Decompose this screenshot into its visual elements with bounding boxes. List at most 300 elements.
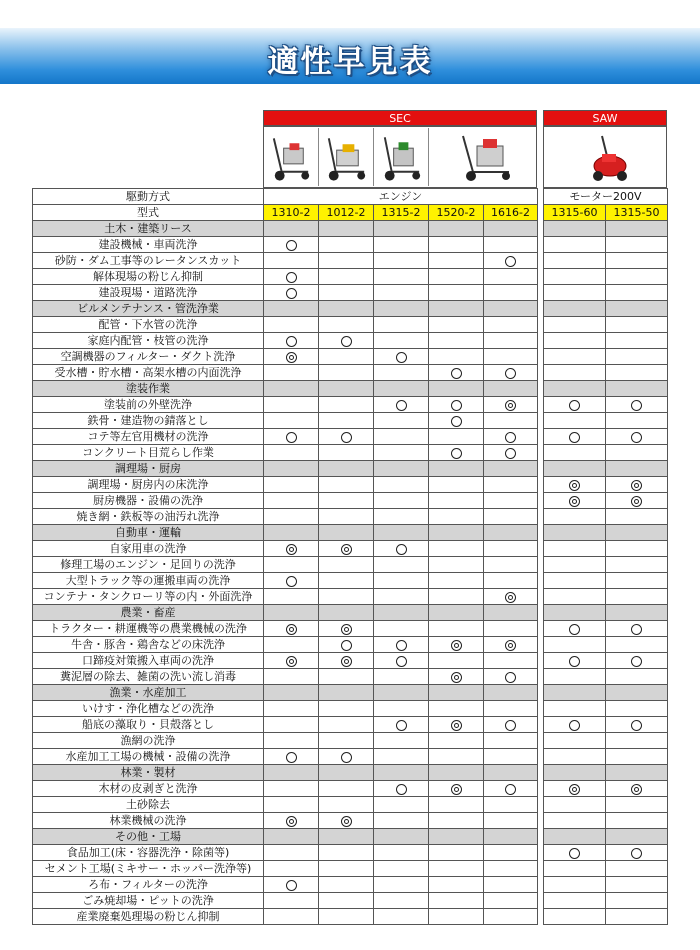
mark-cell — [264, 605, 319, 621]
mark-cell — [319, 653, 374, 669]
use-case-label: コンクリート目荒らし作業 — [33, 445, 264, 461]
section-title: その他・工場 — [33, 829, 264, 845]
mark-cell — [544, 621, 606, 637]
use-case-label: 砂防・ダム工事等のレータンスカット — [33, 253, 264, 269]
use-case-label: 糞泥層の除去、雑菌の洗い流し消毒 — [33, 669, 264, 685]
mark-cell — [606, 781, 668, 797]
mark-cell — [264, 829, 319, 845]
circle-mark — [286, 240, 297, 251]
mark-cell — [264, 845, 319, 861]
mark-cell — [264, 461, 319, 477]
table-row — [33, 557, 668, 573]
mark-cell — [484, 477, 538, 493]
mark-cell — [429, 781, 484, 797]
mark-cell — [319, 637, 374, 653]
mark-cell — [374, 573, 429, 589]
mark-cell — [374, 877, 429, 893]
circle-mark — [505, 784, 516, 795]
mark-cell — [374, 749, 429, 765]
use-case-label: 自家用車の洗浄 — [33, 541, 264, 557]
mark-cell — [264, 573, 319, 589]
mark-cell — [484, 557, 538, 573]
mark-cell — [264, 733, 319, 749]
mark-cell — [264, 397, 319, 413]
mark-cell — [606, 269, 668, 285]
circle-mark — [451, 416, 462, 427]
drive-label: 駆動方式 — [33, 189, 264, 205]
use-case-label: 船底の藻取り・貝殻落とし — [33, 717, 264, 733]
mark-cell — [374, 621, 429, 637]
double-circle-mark — [569, 480, 580, 491]
mark-cell — [429, 381, 484, 397]
mark-cell — [374, 797, 429, 813]
use-case-label: 解体現場の粉じん抑制 — [33, 269, 264, 285]
mark-cell — [374, 733, 429, 749]
mark-cell — [429, 237, 484, 253]
mark-cell — [544, 685, 606, 701]
circle-mark — [286, 288, 297, 299]
mark-cell — [264, 685, 319, 701]
mark-cell — [484, 413, 538, 429]
mark-cell — [484, 733, 538, 749]
mark-cell — [374, 221, 429, 237]
mark-cell — [544, 317, 606, 333]
mark-cell — [544, 333, 606, 349]
mark-cell — [374, 701, 429, 717]
circle-mark — [396, 400, 407, 411]
mark-cell — [264, 797, 319, 813]
table-row — [33, 269, 668, 285]
mark-cell — [264, 381, 319, 397]
table-row — [33, 349, 668, 365]
circle-mark — [505, 448, 516, 459]
mark-cell — [374, 765, 429, 781]
mark-cell — [319, 509, 374, 525]
page-title: 適性早見表 — [267, 44, 433, 80]
mark-cell — [544, 285, 606, 301]
mark-cell — [319, 781, 374, 797]
circle-mark — [631, 400, 642, 411]
mark-cell — [606, 349, 668, 365]
mark-cell — [544, 253, 606, 269]
mark-cell — [606, 877, 668, 893]
mark-cell — [484, 861, 538, 877]
mark-cell — [264, 525, 319, 541]
suitability-table — [32, 188, 668, 925]
mark-cell — [544, 397, 606, 413]
mark-cell — [544, 605, 606, 621]
mark-cell — [374, 237, 429, 253]
mark-cell — [319, 717, 374, 733]
mark-cell — [606, 525, 668, 541]
mark-cell — [319, 829, 374, 845]
mark-cell — [544, 813, 606, 829]
mark-cell — [264, 365, 319, 381]
double-circle-mark — [451, 784, 462, 795]
circle-mark — [451, 368, 462, 379]
mark-cell — [429, 349, 484, 365]
use-case-label: 焼き網・鉄板等の油汚れ洗浄 — [33, 509, 264, 525]
mark-cell — [374, 445, 429, 461]
section-header-row — [33, 685, 668, 701]
mark-cell — [264, 429, 319, 445]
mark-cell — [484, 573, 538, 589]
mark-cell — [319, 765, 374, 781]
mark-cell — [319, 701, 374, 717]
product-image-1315-60-1315-50 — [544, 128, 668, 186]
mark-cell — [606, 845, 668, 861]
use-case-label: 塗装前の外壁洗浄 — [33, 397, 264, 413]
sec-product-images — [263, 126, 537, 188]
table-row — [33, 877, 668, 893]
section-header-row — [33, 829, 668, 845]
mark-cell — [319, 349, 374, 365]
mark-cell — [319, 685, 374, 701]
mark-cell — [484, 765, 538, 781]
mark-cell — [544, 909, 606, 925]
use-case-label: 口蹄疫対策搬入車両の洗浄 — [33, 653, 264, 669]
circle-mark — [505, 720, 516, 731]
mark-cell — [319, 493, 374, 509]
use-case-label: コテ等左官用機材の洗浄 — [33, 429, 264, 445]
mark-cell — [264, 333, 319, 349]
mark-cell — [319, 589, 374, 605]
mark-cell — [374, 861, 429, 877]
use-case-label: いけす・浄化槽などの洗浄 — [33, 701, 264, 717]
section-header-row — [33, 525, 668, 541]
mark-cell — [374, 525, 429, 541]
table-row — [33, 669, 668, 685]
circle-mark — [451, 448, 462, 459]
mark-cell — [319, 573, 374, 589]
mark-cell — [429, 301, 484, 317]
mark-cell — [484, 493, 538, 509]
table-row — [33, 413, 668, 429]
drive-engine: エンジン — [264, 189, 538, 205]
circle-mark — [341, 432, 352, 443]
mark-cell — [264, 253, 319, 269]
mark-cell — [429, 221, 484, 237]
mark-cell — [264, 781, 319, 797]
mark-cell — [544, 717, 606, 733]
mark-cell — [429, 493, 484, 509]
mark-cell — [544, 669, 606, 685]
mark-cell — [606, 253, 668, 269]
mark-cell — [484, 605, 538, 621]
mark-cell — [319, 877, 374, 893]
use-case-label: 建設現場・道路洗浄 — [33, 285, 264, 301]
model-cell: 1315-60 — [544, 205, 606, 221]
table-row — [33, 909, 668, 925]
mark-cell — [374, 381, 429, 397]
drive-motor: モーター200V — [544, 189, 668, 205]
mark-cell — [264, 589, 319, 605]
mark-cell — [484, 253, 538, 269]
mark-cell — [544, 221, 606, 237]
mark-cell — [606, 701, 668, 717]
mark-cell — [544, 541, 606, 557]
mark-cell — [484, 317, 538, 333]
mark-cell — [374, 669, 429, 685]
mark-cell — [264, 317, 319, 333]
mark-cell — [264, 813, 319, 829]
table-row — [33, 589, 668, 605]
model-cell: 1310-2 — [264, 205, 319, 221]
mark-cell — [484, 509, 538, 525]
mark-cell — [264, 877, 319, 893]
mark-cell — [544, 365, 606, 381]
mark-cell — [606, 909, 668, 925]
mark-cell — [544, 509, 606, 525]
mark-cell — [606, 381, 668, 397]
circle-mark — [286, 576, 297, 587]
table-row — [33, 573, 668, 589]
table-row — [33, 509, 668, 525]
mark-cell — [429, 557, 484, 573]
mark-cell — [374, 781, 429, 797]
mark-cell — [429, 829, 484, 845]
table-row — [33, 797, 668, 813]
mark-cell — [374, 509, 429, 525]
double-circle-mark — [286, 352, 297, 363]
section-title: 土木・建築リース — [33, 221, 264, 237]
mark-cell — [319, 253, 374, 269]
double-circle-mark — [286, 816, 297, 827]
mark-cell — [429, 797, 484, 813]
table-row — [33, 749, 668, 765]
mark-cell — [484, 397, 538, 413]
table-row — [33, 781, 668, 797]
mark-cell — [484, 221, 538, 237]
mark-cell — [544, 637, 606, 653]
use-case-label: 修理工場のエンジン・足回りの洗浄 — [33, 557, 264, 573]
circle-mark — [569, 656, 580, 667]
mark-cell — [319, 909, 374, 925]
circle-mark — [569, 720, 580, 731]
use-case-label: 空調機器のフィルター・ダクト洗浄 — [33, 349, 264, 365]
circle-mark — [505, 368, 516, 379]
mark-cell — [319, 749, 374, 765]
mark-cell — [606, 461, 668, 477]
mark-cell — [606, 509, 668, 525]
mark-cell — [319, 621, 374, 637]
mark-cell — [484, 301, 538, 317]
mark-cell — [484, 269, 538, 285]
use-case-label: 木材の皮剥ぎと洗浄 — [33, 781, 264, 797]
mark-cell — [484, 845, 538, 861]
mark-cell — [319, 429, 374, 445]
product-image-1520-2-1616-2 — [429, 128, 538, 186]
double-circle-mark — [569, 784, 580, 795]
mark-cell — [484, 461, 538, 477]
mark-cell — [429, 749, 484, 765]
table-row — [33, 541, 668, 557]
mark-cell — [429, 317, 484, 333]
mark-cell — [606, 301, 668, 317]
mark-cell — [606, 493, 668, 509]
mark-cell — [429, 621, 484, 637]
mark-cell — [264, 477, 319, 493]
circle-mark — [286, 880, 297, 891]
section-header-row — [33, 301, 668, 317]
section-header-row — [33, 221, 668, 237]
section-header-row — [33, 381, 668, 397]
mark-cell — [484, 829, 538, 845]
circle-mark — [631, 432, 642, 443]
mark-cell — [264, 301, 319, 317]
section-title: 塗装作業 — [33, 381, 264, 397]
circle-mark — [505, 256, 516, 267]
mark-cell — [374, 637, 429, 653]
table-row — [33, 253, 668, 269]
mark-cell — [429, 397, 484, 413]
double-circle-mark — [286, 656, 297, 667]
use-case-label: ろ布・フィルターの洗浄 — [33, 877, 264, 893]
mark-cell — [264, 893, 319, 909]
mark-cell — [264, 701, 319, 717]
double-circle-mark — [341, 544, 352, 555]
mark-cell — [606, 365, 668, 381]
use-case-label: 産業廃棄処理場の粉じん抑制 — [33, 909, 264, 925]
mark-cell — [484, 365, 538, 381]
mark-cell — [264, 669, 319, 685]
mark-cell — [544, 525, 606, 541]
table-row — [33, 717, 668, 733]
mark-cell — [374, 845, 429, 861]
mark-cell — [544, 557, 606, 573]
mark-cell — [484, 285, 538, 301]
mark-cell — [606, 733, 668, 749]
use-case-label: 建設機械・車両洗浄 — [33, 237, 264, 253]
mark-cell — [606, 413, 668, 429]
drive-row — [33, 189, 668, 205]
mark-cell — [319, 477, 374, 493]
table-row — [33, 653, 668, 669]
mark-cell — [606, 861, 668, 877]
mark-cell — [606, 397, 668, 413]
mark-cell — [319, 381, 374, 397]
use-case-label: 厨房機器・設備の洗浄 — [33, 493, 264, 509]
mark-cell — [429, 573, 484, 589]
mark-cell — [544, 269, 606, 285]
model-label: 型式 — [33, 205, 264, 221]
mark-cell — [429, 669, 484, 685]
double-circle-mark — [631, 480, 642, 491]
circle-mark — [569, 848, 580, 859]
mark-cell — [544, 893, 606, 909]
mark-cell — [544, 237, 606, 253]
mark-cell — [429, 653, 484, 669]
mark-cell — [544, 413, 606, 429]
circle-mark — [396, 720, 407, 731]
mark-cell — [374, 253, 429, 269]
table-row — [33, 813, 668, 829]
mark-cell — [319, 269, 374, 285]
table-row — [33, 397, 668, 413]
mark-cell — [319, 237, 374, 253]
mark-cell — [606, 621, 668, 637]
double-circle-mark — [631, 496, 642, 507]
mark-cell — [484, 237, 538, 253]
use-case-label: 林業機械の洗浄 — [33, 813, 264, 829]
mark-cell — [544, 829, 606, 845]
mark-cell — [319, 333, 374, 349]
mark-cell — [606, 605, 668, 621]
mark-cell — [374, 717, 429, 733]
mark-cell — [319, 605, 374, 621]
use-case-label: 漁網の洗浄 — [33, 733, 264, 749]
mark-cell — [429, 461, 484, 477]
mark-cell — [319, 221, 374, 237]
table-row — [33, 365, 668, 381]
mark-cell — [429, 429, 484, 445]
section-header-row — [33, 605, 668, 621]
mark-cell — [544, 445, 606, 461]
mark-cell — [264, 909, 319, 925]
mark-cell — [374, 893, 429, 909]
circle-mark — [631, 624, 642, 635]
use-case-label: 受水槽・貯水槽・高架水槽の内面洗浄 — [33, 365, 264, 381]
mark-cell — [484, 333, 538, 349]
mark-cell — [544, 573, 606, 589]
mark-cell — [484, 813, 538, 829]
product-image-1310-2 — [264, 128, 319, 186]
circle-mark — [396, 352, 407, 363]
mark-cell — [374, 477, 429, 493]
circle-mark — [396, 544, 407, 555]
mark-cell — [319, 285, 374, 301]
mark-cell — [484, 749, 538, 765]
mark-cell — [319, 365, 374, 381]
mark-cell — [429, 813, 484, 829]
mark-cell — [319, 445, 374, 461]
mark-cell — [429, 413, 484, 429]
section-header-row — [33, 461, 668, 477]
mark-cell — [544, 461, 606, 477]
mark-cell — [429, 333, 484, 349]
circle-mark — [451, 400, 462, 411]
mark-cell — [429, 525, 484, 541]
mark-cell — [374, 333, 429, 349]
mark-cell — [429, 269, 484, 285]
mark-cell — [264, 749, 319, 765]
mark-cell — [374, 589, 429, 605]
mark-cell — [429, 685, 484, 701]
mark-cell — [429, 637, 484, 653]
use-case-label: 水産加工工場の機械・設備の洗浄 — [33, 749, 264, 765]
model-cell: 1012-2 — [319, 205, 374, 221]
mark-cell — [544, 861, 606, 877]
mark-cell — [374, 461, 429, 477]
mark-cell — [319, 317, 374, 333]
mark-cell — [374, 413, 429, 429]
mark-cell — [484, 797, 538, 813]
section-header-row — [33, 765, 668, 781]
circle-mark — [341, 752, 352, 763]
double-circle-mark — [505, 400, 516, 411]
mark-cell — [429, 765, 484, 781]
mark-cell — [544, 301, 606, 317]
double-circle-mark — [286, 624, 297, 635]
mark-cell — [374, 301, 429, 317]
use-case-label: 配管・下水管の洗浄 — [33, 317, 264, 333]
table-row — [33, 733, 668, 749]
circle-mark — [286, 272, 297, 283]
mark-cell — [264, 637, 319, 653]
mark-cell — [484, 909, 538, 925]
mark-cell — [264, 493, 319, 509]
mark-cell — [484, 653, 538, 669]
